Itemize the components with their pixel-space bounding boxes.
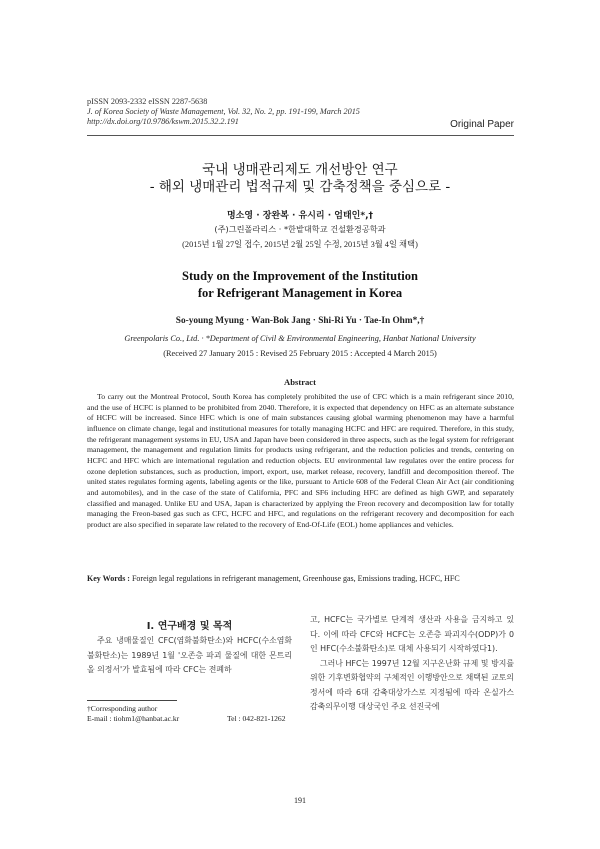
body-paragraph: 고, HCFC는 국가별로 단계적 생산과 사용을 금지하고 있다. 이에 따라 CFC와 HCFC는 오존층 파괴지수(ODP)가 0인 HFC(수소불화탄소)로 대체 사용되기 시작하였다1). [310,615,514,653]
issn: pISSN 2093-2332 eISSN 2287-5638 [87,97,208,106]
author-email[interactable]: E-mail : tiohm1@hanbat.ac.kr [87,714,180,723]
korean-affiliation: (주)그린폴라리스 · *한밭대학교 건설환경공학과 [214,224,386,234]
footnote [87,704,297,724]
keywords-label: Key Words : [87,574,130,583]
keywords-text: Foreign legal regulations in refrigerant management, Greenhouse gas, Emissions trading, HCFC, HFC [129,574,460,583]
left-column [87,634,292,678]
korean-title-line1: 국내 냉매관리제도 개선방안 연구 [202,162,398,178]
korean-dates: (2015년 1월 27일 접수, 2015년 2월 25일 수정, 2015년 3월 4일 채택) [182,240,418,249]
keywords [87,574,514,583]
paper-type-label: Original Paper [450,119,514,130]
page-number: 191 [294,796,306,805]
english-title-line1: Study on the Improvement of the Institution [182,269,418,283]
korean-title-line2: - 해외 냉매관리 법적규제 및 감축정책을 중심으로 - [149,179,451,195]
right-column [310,613,514,715]
body-paragraph: 그러나 HFC는 1997년 12월 지구온난화 규제 및 방지를 위한 기후변화협약의 구체적인 이행방안으로 채택된 교토의정서에 따라 6대 감축대상가스로 지정됨에 따라 온실가스 감축의무이행 대상국인 주요 선진국에 [310,658,514,711]
journal-meta [87,97,360,127]
abstract-body: To carry out the Montreal Protocol, South Korea has completely prohibited the use of CFC which is a main refrigerant since 2010, and the use of HCFC is planned to be prohibited from 2040. Therefore, it is expected that dependency on HFC as an alternate substance of HCFC will be increased. Since HFC which is one of main substances causing global warming phenomenon may have a harmful influence on climate change, legal and institutional measures for totally managing HCFC and HFC are required. Therefore, in this study, the refrigerant management systems in EU, USA and Japan have been considered in three aspects, such as the legal system for refrigerant management, the management and regulation limits for products using refrigerant, and the reduction policies and trends, centering on HCFC and HFC which are international regulation and reduction objects. EU environmental law regulates over the entire process for ozone depletion substances, such as production, import, export, use, market release, recovery, landfill and decomposition thereof. The united states regulates forming agents, labeling agents or the like, pursuant to Article 608 of the Federal Clean Air Act (air conditioning and automobiles), and in the case of the state of California, PFC and SF6 including HFC are defined as high GWP, and separately classified and managed. Unlike EU and USA, Japan is characterized by applying the Freon recovery and decomposition law for totally managing the Freon-based gas such as CFC, HCFC and HFC, and regulations on the refrigerant recovery and decomposition for each product are also specified in separate law related to the recovery of End-Of-Life (EOL) home appliances and vehicles. [87,392,514,529]
author-tel: Tel : 042-821-1262 [227,714,286,723]
korean-authors: 명소영 · 장완복 · 유시리 · 엄태인*,† [226,211,373,221]
english-authors: So-young Myung · Wan-Bok Jang · Shi-Ri Yu · Tae-In Ohm*,† [175,316,425,326]
corresponding-author-label: †Corresponding author [87,704,158,713]
header-rule [87,135,514,136]
section-heading: I. 연구배경 및 목적 [146,621,233,632]
english-dates: (Received 27 January 2015 : Revised 25 February 2015 : Accepted 4 March 2015) [163,349,437,358]
body-paragraph: 주요 냉매물질인 CFC(염화불화탄소)와 HCFC(수소염화불화탄소)는 1989년 1월 '오존층 파괴 물질에 대한 몬트리올 의정서'가 발효됨에 따라 CFC는 전폐하 [87,636,292,674]
english-title-line2: for Refrigerant Management in Korea [197,286,403,300]
english-affiliation: Greenpolaris Co., Ltd. · *Department of Civil & Environmental Engineering, Hanbat National University [124,334,476,343]
footnote-rule [87,700,177,701]
doi-link[interactable]: http://dx.doi.org/10.9786/kswm.2015.32.2.191 [87,117,239,126]
abstract-heading: Abstract [284,377,316,387]
journal-citation: J. of Korea Society of Waste Management, Vol. 32, No. 2, pp. 191-199, March 2015 [87,107,360,116]
